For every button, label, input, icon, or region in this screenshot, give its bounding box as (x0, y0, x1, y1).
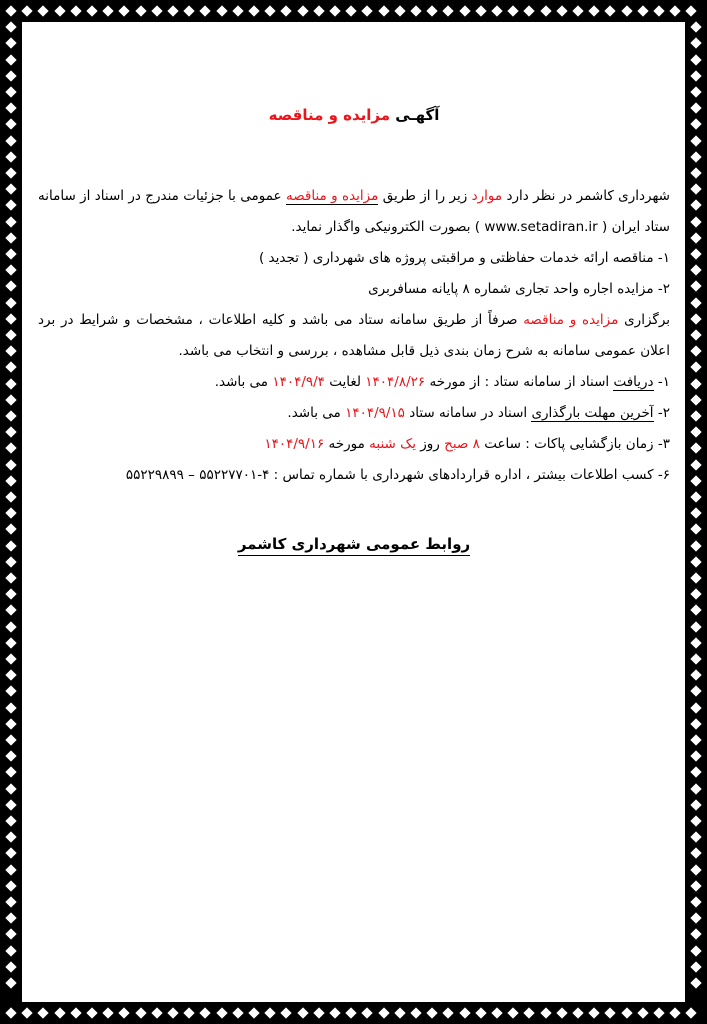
intro-highlight-1: موارد (471, 188, 503, 204)
schedule-1-num: ۱- (657, 374, 670, 390)
notice-title (38, 100, 670, 131)
signature-text: روابط عمومی شهرداری کاشمر (238, 535, 470, 556)
intro-highlight-2: مزایده و مناقصه (285, 188, 379, 204)
notice-body (38, 100, 670, 575)
schedule-1 (38, 367, 670, 398)
schedule-1-end-date: ۱۴۰۴/۹/۴ (272, 374, 325, 390)
schedule-3-date-label: مورخه (328, 436, 365, 452)
schedule-3-day-label: روز (420, 436, 440, 452)
schedule-2 (38, 398, 670, 429)
schedule-3-day: یک شنبه (369, 436, 416, 452)
schedule-1-receive: دریافت (613, 374, 654, 390)
schedule-1-text: اسناد از سامانه ستاد : از مورخه (429, 374, 610, 390)
signature (38, 529, 670, 560)
schedule-1-start-date: ۱۴۰۴/۸/۲۶ (365, 374, 426, 390)
schedule-3-text: ۳- زمان بازگشایی پاکات : ساعت (484, 436, 670, 452)
process-text-2: صرفاً از طریق سامانه ستاد می باشد و کلیه اطلاعات ، مشخصات و شرایط در برد اعلان عمومی سامانه به شرح زمان بندی ذیل قابل مشاهده ، بررسی و انتخاب می باشد. (38, 312, 670, 359)
schedule-2-deadline: آخرین مهلت بارگذاری (531, 405, 654, 421)
schedule-2-text: اسناد در سامانه ستاد (409, 405, 528, 421)
item-1: ۱- مناقصه ارائه خدمات حفاظتی و مراقبتی پروژه های شهرداری ( تجدید ) (259, 250, 670, 266)
schedule-1-until: لغایت (329, 374, 361, 390)
intro-text-2: زیر را از طریق (382, 188, 468, 204)
schedule-2-num: ۲- (657, 405, 670, 421)
item-2: ۲- مزایده اجاره واحد تجاری شماره ۸ پایانه مسافربری (368, 281, 670, 297)
schedule-3-time: ۸ صبح (444, 436, 480, 452)
schedule-3-date: ۱۴۰۴/۹/۱۶ (264, 436, 325, 452)
intro-paragraph (38, 181, 670, 243)
intro-text-1: شهرداری کاشمر در نظر دارد (506, 188, 670, 204)
schedule-3 (38, 429, 670, 460)
title-prefix: آگهـی (395, 106, 440, 124)
process-highlight: مزایده و مناقصه (523, 312, 619, 328)
schedule-2-end: می باشد. (287, 405, 341, 421)
title-highlight: مزایده و مناقصه (268, 106, 391, 124)
process-text-1: برگزاری (624, 312, 671, 328)
schedule-2-date: ۱۴۰۴/۹/۱۵ (345, 405, 405, 421)
intro-text-3: عمومی با جزئیات مندرج در اسناد از سامانه ستاد ایران ( www.setadiran.ir ) بصورت الکترونیکی واگذار نماید. (38, 188, 670, 235)
schedule-1-end: می باشد. (214, 374, 269, 390)
process-paragraph (38, 305, 670, 367)
contact-line: ۶- کسب اطلاعات بیشتر ، اداره قراردادهای شهرداری با شماره تماس : ۴-۵۵۲۲۷۷۰۱ – ۵۵۲۲۹۸۹۹ (125, 467, 670, 483)
